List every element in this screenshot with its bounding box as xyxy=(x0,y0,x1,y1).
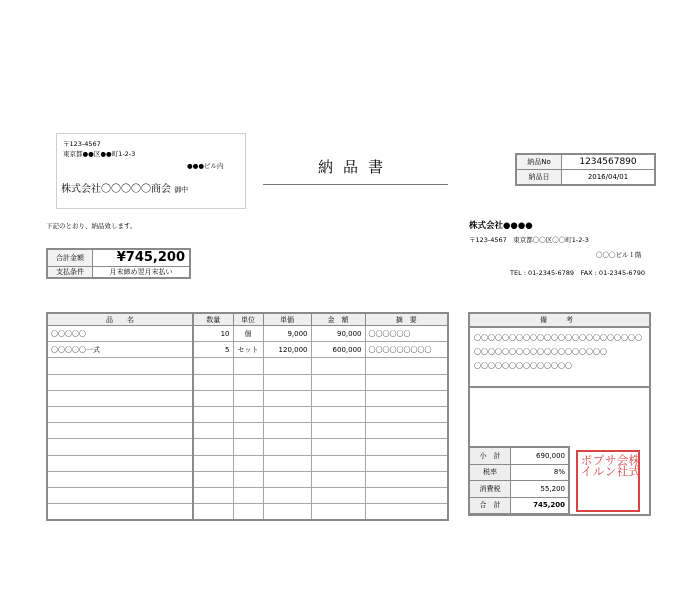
table-row xyxy=(47,374,448,390)
quantity-cell: 5 xyxy=(193,342,233,358)
quantity-cell xyxy=(193,504,233,521)
recipient-postal: 〒123-4567 xyxy=(63,140,101,148)
unit-cell xyxy=(233,487,263,503)
unit-cell xyxy=(233,471,263,487)
header-quantity: 数量 xyxy=(193,313,233,326)
table-row xyxy=(47,358,448,374)
unit-price-cell xyxy=(263,455,311,471)
sender-address: 〒123-4567 東京都〇〇区〇〇町1-2-3 xyxy=(469,236,589,244)
note-cell xyxy=(365,374,448,390)
item-name-cell: 〇〇〇〇〇 xyxy=(47,326,193,342)
delivery-no-value: 1234567890 xyxy=(562,154,656,170)
item-name-cell: 〇〇〇〇〇一式 xyxy=(47,342,193,358)
recipient-address: 東京都●●区●●町1-2-3 xyxy=(63,150,136,158)
note-cell xyxy=(365,487,448,503)
recipient-building: ●●●ビル内 xyxy=(187,162,224,170)
quantity-cell xyxy=(193,439,233,455)
recipient-honorific: 御中 xyxy=(174,186,189,194)
remarks-header: 備 考 xyxy=(470,314,649,328)
note-cell: 〇〇〇〇〇〇 xyxy=(365,326,448,342)
amount-cell xyxy=(311,504,365,521)
note-cell xyxy=(365,439,448,455)
unit-price-cell: 120,000 xyxy=(263,342,311,358)
stamp-column: サン xyxy=(603,454,617,476)
unit-cell xyxy=(233,504,263,521)
summary-table xyxy=(468,446,570,515)
unit-price-cell xyxy=(263,439,311,455)
quantity-cell xyxy=(193,390,233,406)
payment-terms-value: 月末締め翌月末払い xyxy=(93,266,191,278)
unit-cell xyxy=(233,374,263,390)
unit-cell xyxy=(233,439,263,455)
note-cell: 〇〇〇〇〇〇〇〇〇 xyxy=(365,342,448,358)
unit-cell xyxy=(233,406,263,422)
item-name-cell xyxy=(47,406,193,422)
unit-cell: セット xyxy=(233,342,263,358)
tax-rate-value: 8% xyxy=(511,464,570,481)
amount-cell xyxy=(311,439,365,455)
table-row xyxy=(47,342,448,358)
item-name-cell xyxy=(47,504,193,521)
note-cell xyxy=(365,471,448,487)
item-name-cell xyxy=(47,374,193,390)
grand-total-label: 合 計 xyxy=(469,497,511,514)
tax-rate-label: 税率 xyxy=(469,464,511,481)
note-cell xyxy=(365,390,448,406)
amount-cell: 90,000 xyxy=(311,326,365,342)
table-row xyxy=(47,471,448,487)
amount-cell xyxy=(311,471,365,487)
note-cell xyxy=(365,504,448,521)
note-cell xyxy=(365,423,448,439)
item-name-cell xyxy=(47,471,193,487)
item-name-cell xyxy=(47,455,193,471)
recipient-name xyxy=(61,180,188,195)
unit-cell xyxy=(233,390,263,406)
payment-terms-label: 支払条件 xyxy=(47,266,93,278)
unit-cell: 個 xyxy=(233,326,263,342)
sender-company: 株式会社●●●● xyxy=(469,221,533,231)
page-title: 納品書 xyxy=(317,158,393,176)
unit-cell xyxy=(233,455,263,471)
header-note: 摘 要 xyxy=(365,313,448,326)
header-item-name: 品 名 xyxy=(47,313,193,326)
header-unit-price: 単価 xyxy=(263,313,311,326)
stamp-column: プル xyxy=(591,454,605,476)
items-header-row xyxy=(47,313,448,326)
tax-value: 55,200 xyxy=(511,481,570,498)
stamp-column: ボイ xyxy=(579,454,593,476)
unit-cell xyxy=(233,358,263,374)
company-seal-stamp xyxy=(576,450,640,512)
unit-price-cell xyxy=(263,487,311,503)
recipient-company: 株式会社〇〇〇〇〇商会 xyxy=(61,184,171,195)
table-row xyxy=(47,390,448,406)
sender-contact: TEL : 01-2345-6789 FAX : 01-2345-6790 xyxy=(510,269,645,277)
quantity-cell: 10 xyxy=(193,326,233,342)
tax-label: 消費税 xyxy=(469,481,511,498)
total-amount-label: 合計金額 xyxy=(47,249,93,266)
table-row xyxy=(47,406,448,422)
grand-total-value: 745,200 xyxy=(511,497,570,514)
remarks-line: 〇〇〇〇〇〇〇〇〇〇〇〇〇〇〇〇〇〇〇 xyxy=(474,348,607,356)
amount-cell xyxy=(311,455,365,471)
unit-price-cell xyxy=(263,374,311,390)
amount-cell xyxy=(311,406,365,422)
amount-cell xyxy=(311,390,365,406)
unit-price-cell xyxy=(263,504,311,521)
table-row xyxy=(47,326,448,342)
stamp-column: 会社 xyxy=(615,454,629,476)
table-row xyxy=(47,423,448,439)
unit-cell xyxy=(233,423,263,439)
note-cell xyxy=(365,455,448,471)
stamp-column: 株式 xyxy=(627,454,641,476)
subtotal-label: 小 計 xyxy=(469,447,511,464)
remarks-line: 〇〇〇〇〇〇〇〇〇〇〇〇〇〇 xyxy=(474,362,572,370)
table-row xyxy=(47,455,448,471)
sender-building: 〇〇〇ビル１階 xyxy=(596,251,642,259)
unit-price-cell: 9,000 xyxy=(263,326,311,342)
item-name-cell xyxy=(47,390,193,406)
recipient-box xyxy=(56,133,246,209)
subtotal-value: 690,000 xyxy=(511,447,570,464)
unit-price-cell xyxy=(263,471,311,487)
amount-cell: 600,000 xyxy=(311,342,365,358)
item-name-cell xyxy=(47,487,193,503)
item-name-cell xyxy=(47,423,193,439)
total-amount-table xyxy=(46,248,191,279)
unit-price-cell xyxy=(263,390,311,406)
quantity-cell xyxy=(193,471,233,487)
table-row xyxy=(47,439,448,455)
intro-text: 下記のとおり、納品致します。 xyxy=(46,222,137,230)
amount-cell xyxy=(311,358,365,374)
header-amount: 金 額 xyxy=(311,313,365,326)
remarks-body xyxy=(470,328,649,388)
delivery-no-label: 納品No xyxy=(516,154,562,170)
unit-price-cell xyxy=(263,358,311,374)
amount-cell xyxy=(311,374,365,390)
delivery-date-label: 納品日 xyxy=(516,170,562,186)
amount-cell xyxy=(311,487,365,503)
quantity-cell xyxy=(193,358,233,374)
unit-price-cell xyxy=(263,423,311,439)
total-amount-value: ¥745,200 xyxy=(93,249,191,266)
item-name-cell xyxy=(47,439,193,455)
delivery-date-value: 2016/04/01 xyxy=(562,170,656,186)
quantity-cell xyxy=(193,374,233,390)
quantity-cell xyxy=(193,406,233,422)
note-cell xyxy=(365,358,448,374)
header-unit: 単位 xyxy=(233,313,263,326)
quantity-cell xyxy=(193,487,233,503)
title-underline xyxy=(263,184,448,185)
quantity-cell xyxy=(193,423,233,439)
remarks-line: 〇〇〇〇〇〇〇〇〇〇〇〇〇〇〇〇〇〇〇〇〇〇〇〇 xyxy=(474,334,642,342)
table-row xyxy=(47,487,448,503)
amount-cell xyxy=(311,423,365,439)
unit-price-cell xyxy=(263,406,311,422)
note-cell xyxy=(365,406,448,422)
items-table xyxy=(46,312,449,521)
delivery-meta-table xyxy=(515,153,656,186)
table-row xyxy=(47,504,448,521)
quantity-cell xyxy=(193,455,233,471)
item-name-cell xyxy=(47,358,193,374)
